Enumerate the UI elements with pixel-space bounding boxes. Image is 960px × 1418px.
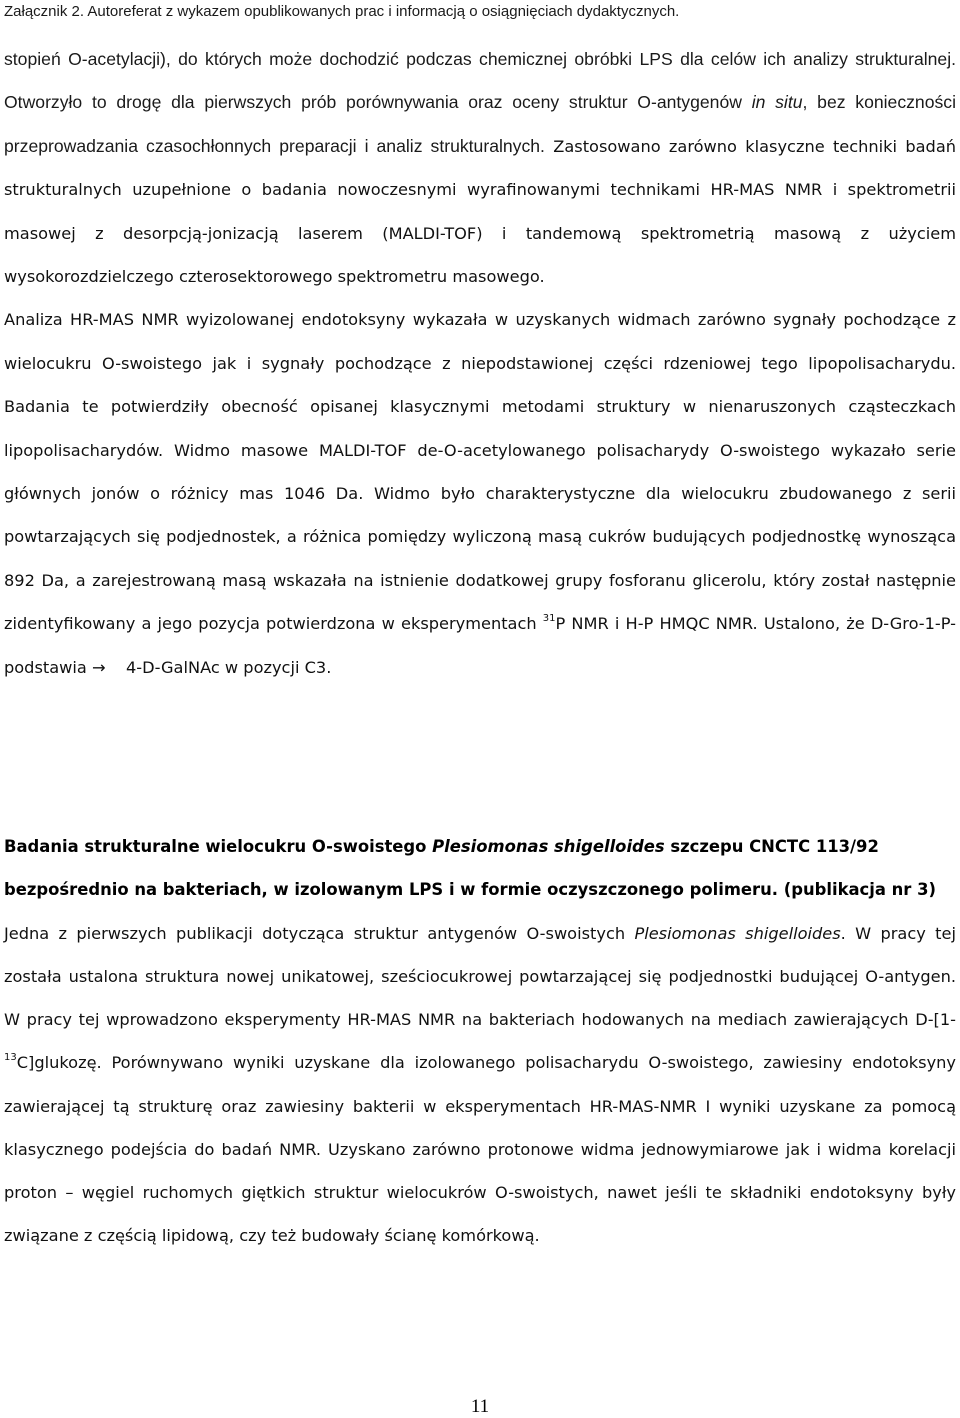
paragraph-2-text-b: P NMR i H-P HMQC NMR. Ustalono, że D-Gro-1-P- podstawia: [4, 614, 957, 677]
section-heading: [4, 825, 956, 912]
page-number: 11: [470, 1396, 490, 1417]
paragraph-1-italic: in situ: [751, 92, 803, 113]
paragraph-1-text-a: stopień O-acetylacji), do których może dochodzić podczas chemicznej obróbki LPS dla celów ich analizy strukturalnej. Otworzyło to drogę dla pierwszych prób porównywania oraz oceny struktur O-antygenów: [4, 49, 956, 113]
paragraph-3-italic: Plesiomonas shigelloides: [634, 923, 841, 943]
paragraph-1-text-b: , bez konieczności przeprowadzania czasochłonnych preparacji i analiz strukturalnych.: [4, 92, 956, 156]
paragraph-3-text-b: . W pracy tej została ustalona struktura nowej unikatowej, sześciocukrowej powtarzającej się podjednostki budującej O-antygen. W pracy tej wprowadzono eksperymenty HR-MAS NMR na bakteriach hodowanych na mediach zawierających D-[1-: [4, 923, 956, 1030]
page-header: Załącznik 2. Autoreferat z wykazem opublikowanych prac i informacją o osiągnięciach dydaktycznych.: [4, 3, 680, 20]
superscript-13: 13: [4, 1052, 17, 1064]
arrow-symbol: →: [91, 657, 106, 677]
paragraph-1-text-c: Zastosowano zarówno klasyczne techniki badań strukturalnych uzupełnione o badania nowoczesnymi wyrafinowanymi technikami HR-MAS NMR i spektrometrii masowej z desorpcją-jonizacją laserem (MALDI-TOF) i tandemową spektrometrią masową z użyciem wysokorozdzielczego czterosektorowego spektrometru masowego.: [4, 136, 957, 287]
heading-italic: Plesiomonas shigelloides: [432, 837, 665, 856]
heading-text-b: szczepu CNCTC 113/92 bezpośrednio na bakteriach, w izolowanym LPS i w formie oczyszczonego polimeru. (publikacja nr 3): [4, 837, 936, 900]
paragraph-3-text-c: C]glukozę. Porównywano wyniki uzyskane dla izolowanego polisacharydu O-swoistego, zawiesiny endotoksyny zawierającej tą strukturę oraz zawiesiny bakterii w eksperymentach HR-MAS-NMR I wyniki uzyskane za pomocą klasycznego podejścia do badań NMR. Uzyskano zarówno protonowe widma jednowymiarowe jak i widma korelacji proton – węgiel ruchomych giętkich struktur wielocukrów O-swoistych, nawet jeśli te składniki endotoksyny były związane z częścią lipidową, czy też budowały ścianę komórkową.: [4, 1053, 956, 1246]
paragraph-2-text-a: Analiza HR-MAS NMR wyizolowanej endotoksyny wykazała w uzyskanych widmach zarówno sygnały pochodzące z wielocukru O-swoistego jak i sygnały pochodzące z niepodstawionej części rdzeniowej tego lipopolisacharydu. Badania te potwierdziły obecność opisanej klasycznymi metodami struktury w nienaruszonych cząsteczkach lipopolisacharydów. Widmo masowe MALDI-TOF de-O-acetylowanego polisacharydy O-swoistego wykazało serie głównych jonów o różnicy mas 1046 Da. Widmo było charakterystyczne dla wielocukru zbudowanego z serii powtarzających się podjednostek, a różnica pomiędzy wyliczoną masą cukrów budujących podjednostkę wynosząca 892 Da, a zarejestrowaną masą wskazała na istnienie dodatkowej grupy fosforanu glicerolu, który został następnie zidentyfikowany a jego pozycja potwierdzona w eksperymentach: [4, 310, 956, 634]
paragraph-1: [4, 38, 956, 298]
paragraph-2: [4, 298, 956, 689]
section-2: [4, 825, 956, 1257]
superscript-31: 31: [542, 613, 556, 625]
paragraph-2-text-c: 4-D-GalNAc w pozycji C3.: [125, 657, 332, 677]
paragraph-3: [4, 912, 956, 1258]
paragraph-3-text-a: Jedna z pierwszych publikacji dotycząca struktur antygenów O-swoistych: [4, 923, 635, 943]
heading-text-a: Badania strukturalne wielocukru O-swoistego: [4, 837, 433, 856]
section-1: [4, 38, 956, 689]
